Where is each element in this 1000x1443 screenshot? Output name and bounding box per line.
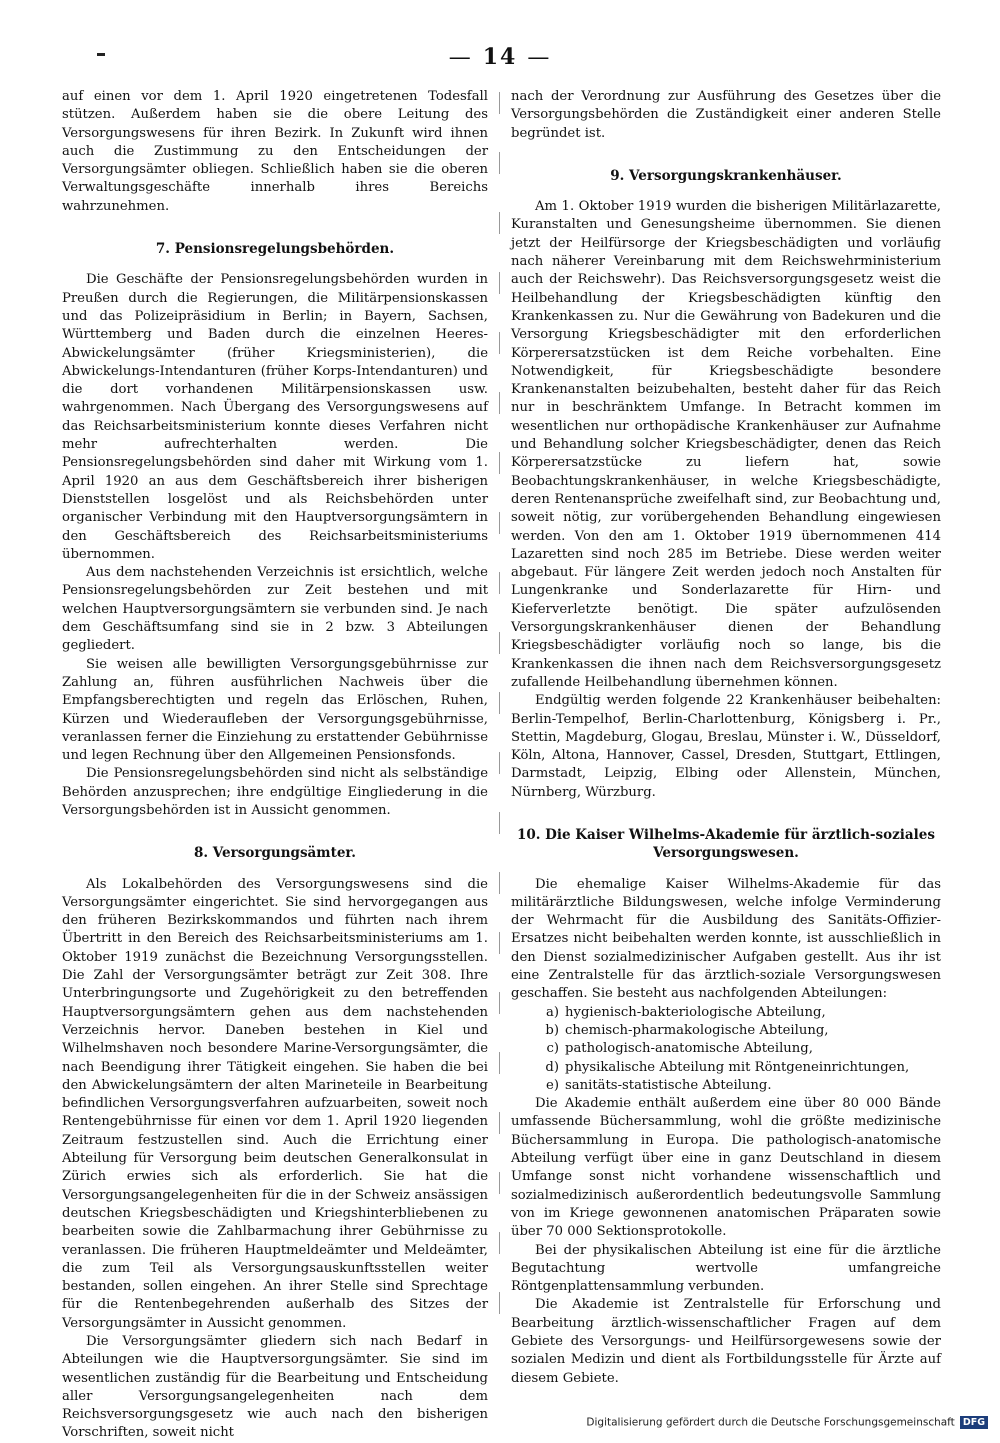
list-marker: b) [545,1022,559,1038]
list-item-text: pathologisch-anatomische Abteilung, [565,1041,813,1057]
section-7-paragraph: Die Geschäfte der Pensionsregelungsbehörden wurden in Preußen durch die Regierungen, die Militärpensionskassen und das Polizeipräsidium in Berlin; in Bayern, Sachsen, Württemberg und Baden durch die einzelnen Heeres-Abwickelungsämter (früher Kriegsministerien), die Abwickelungs-Intendanturen (früher Korps-Intendanturen) und die dort vorhandenen Militärpensionskassen usw. wahrgenommen. Nach Übergang des Versorgungswesens auf das Reichsarbeitsministerium konnte dieses Verfahren nicht mehr aufrechterhalten werden. Die Pensionsregelungsbehörden sind daher mit Wirkung vom 1. April 1920 an aus dem Geschäftsbereich ihrer bisherigen Dienststellen losgelöst und als Reichsbehörden unter organischer Verbindung mit den Hauptversorgungsämtern in den Geschäftsbereich des Reichsarbeitsministeriums übernommen. [62,272,488,562]
section-10-paragraph: Bei der physikalischen Abteilung ist eine für die ärztliche Begutachtung wertvolle umfangreiche Röntgenplattensammlung verbunden. [511,1242,941,1295]
list-item-text: physikalische Abteilung mit Röntgeneinrichtungen, [565,1059,910,1075]
list-item-text: chemisch-pharmakologische Abteilung, [565,1022,829,1038]
section-8-paragraph: Die Versorgungsämter gliedern sich nach Bedarf in Abteilungen wie die Hauptversorgungsämter. Sie sind im wesentlichen zuständig für die Bearbeitung und Entscheidung aller Versorgungsangelegenheiten nach dem Reichsversorgungsgesetz wie auch nach den bisherigen Vorschriften, soweit nicht [62,1334,488,1441]
section-10-heading [511,826,941,863]
section-10-heading-line1: 10. Die Kaiser Wilhelms-Akademie für ärztlich-soziales [517,826,935,843]
section-9-heading: 9. Versorgungskrankenhäuser. [610,167,842,184]
left-intro-paragraph: auf einen vor dem 1. April 1920 eingetretenen Todesfall stützen. Außerdem haben sie die obere Leitung des Versorgungswesens für ihren Bezirk. In Zukunft wird ihnen auch die Zustimmung zu den Entscheidungen der Versorgungsämter obliegen. Schließlich haben sie die oberen Verwaltungsgeschäfte innerhalb ihres Bereichs wahrzunehmen. [62,89,488,214]
section-8-heading: 8. Versorgungsämter. [194,845,356,862]
page-number: — 14 — [448,44,552,70]
section-7-paragraph: Die Pensionsregelungsbehörden sind nicht als selbständige Behörden anzusprechen; ihre endgültige Eingliederung in die Versorgungsbehörden ist in Aussicht genommen. [62,766,488,818]
digitization-credit [586,1416,988,1429]
left-column [62,88,488,1443]
list-item [511,1004,941,1022]
list-marker: a) [545,1004,559,1020]
section-8-paragraph: Als Lokalbehörden des Versorgungswesens sind die Versorgungsämter eingerichtet. Sie sind hervorgegangen aus den früheren Bezirkskommandos und führten nach ihrem Übertritt in den Bereich des Reichsarbeitsministeriums am 1. Oktober 1919 zunächst die Bezeichnung Versorgungsstellen. Die Zahl der Versorgungsämter beträgt zur Zeit 308. Ihre Unterbringungsorte und Zugehörigkeit zu den betreffenden Hauptversorgungsämtern gehen aus dem nachstehenden Verzeichnis hervor. Daneben bestehen in Kiel und Wilhelmshaven noch besondere Marine-Versorgungsämter, die nach Beendigung ihrer Tätigkeit eingehen. Sie haben die bei den Abwickelungsämtern der alten Marineteile in Bearbeitung befindlichen Versorgungsverfahren aufzuarbeiten, soweit noch Rentengebührnisse für einen vor dem 1. April 1920 liegenden Zeitraum festzustellen sind. Auch die Errichtung einer Abteilung für Versorgung beim deutschen Generalkonsulat in Zürich erwies sich als erforderlich. Sie hat die Versorgungsangelegenheiten für die in der Schweiz ansässigen deutschen Kriegsbeschädigten und Kriegshinterbliebenen zu bearbeiten sowie die Zahlbarmachung ihrer Gebührnisse zu veranlassen. Die früheren Hauptmeldeämter und Meldeämter, die zum Teil als Versorgungsauskunftsstellen weiter bestanden, sollen eingehen. An ihrer Stelle sind Sprechtage für die Rentenbegehrenden außerhalb des Sitzes der Versorgungsämter in Aussicht genommen. [62,876,488,1331]
department-list [511,1004,941,1095]
right-column [511,88,941,1388]
list-item-text: hygienisch-bakteriologische Abteilung, [565,1004,826,1020]
dfg-logo: DFG [960,1416,988,1429]
section-10-heading-line2: Versorgungswesen. [653,845,799,862]
section-10-paragraph: Die ehemalige Kaiser Wilhelms-Akademie für das militärärztliche Bildungswesen, welche infolge Verminderung der Wehrmacht für die Ausbildung des Sanitäts-Offizier-Ersatzes nicht beibehalten werden konnte, ist ausschließlich in den Dienst sozialmedizinischer Aufgaben gestellt. Aus ihr ist eine Zentralstelle für das ärztlich-soziale Versorgungswesen geschaffen. Sie besteht aus nachfolgenden Abteilungen: [511,876,941,1002]
section-10-paragraph: Die Akademie enthält außerdem eine über 80 000 Bände umfassende Büchersammlung, wohl die größte medizinische Büchersammlung in Europa. Die pathologisch-anatomische Abteilung verfügt über eine in ganz Deutschland in diesem Umfange sonst nicht vorhandene wissenschaftlich und sozialmedizinisch außerordentlich bedeutungsvolle Sammlung von im Kriege gewonnenen anatomischen Präparaten sowie über 70 000 Sektionsprotokolle. [511,1096,941,1240]
section-9-paragraph: Am 1. Oktober 1919 wurden die bisherigen Militärlazarette, Kuranstalten und Genesungsheime übernommen. Sie dienen jetzt der Heilfürsorge der Kriegsbeschädigten und vorläufig nach näherer Vereinbarung mit dem Reichswehrministerium auch der Reichswehr). Das Reichsversorgungsgesetz weist die Heilbehandlung der Kriegsbeschädigten künftig den Krankenkassen zu. Nur die Gewährung von Badekuren und die Versorgung Kriegsbeschädigter mit den erforderlichen Körperersatzstücken ist dem Reiche vorbehalten. Eine Notwendigkeit, für Kriegsbeschädigte besondere Krankenanstalten beizubehalten, besteht daher für das Reich nur in beschränktem Umfange. In Betracht kommen im wesentlichen nur orthopädische Krankenhäuser zur Aufnahme und Behandlung solcher Kriegsbeschädigter, denen das Reich Körperersatzstücke zu liefern hat, sowie Beobachtungskrankenhäuser, in welche Kriegsbeschädigte, deren Rentenansprüche zweifelhaft sind, zur Beobachtung und, soweit nötig, zur vorübergehenden Behandlung eingewiesen werden. Von den am 1. Oktober 1919 übernommenen 414 Lazaretten sind noch 285 im Betriebe. Diese werden weiter abgebaut. Für längere Zeit werden jedoch noch Anstalten für Lungenkranke und Sonderlazarette für Hirn- und Kieferverletzte benötigt. Die später aufzulösenden Versorgungskrankenhäuser dienen der Behandlung Kriegsbeschädigter vorläufig noch so lange, bis die Krankenkassen die ihnen nach dem Reichsversorgungsgesetz zufallende Heilbehandlung übernehmen können. [511,199,941,690]
digitization-credit-text: Digitalisierung gefördert durch die Deutsche Forschungsgemeinschaft [586,1416,955,1429]
list-item [511,1040,941,1058]
list-item-text: sanitäts-statistische Abteilung. [565,1077,772,1093]
list-item [511,1022,941,1040]
list-marker: c) [546,1041,559,1057]
page-number-value: 14 [482,44,518,70]
column-divider [499,92,500,1347]
section-10-paragraph: Die Akademie ist Zentralstelle für Erforschung und Bearbeitung ärztlich-wissenschaftlicher Fragen auf dem Gebiete des Versorgungs- und Heilfürsorgewesens sowie der sozialen Medizin und dient als Fortbildungsstelle für Ärzte auf diesem Gebiete. [511,1297,941,1386]
section-7-paragraph: Aus dem nachstehenden Verzeichnis ist ersichtlich, welche Pensionsregelungsbehörden zur Zeit bestehen und mit welchen Hauptversorgungsämtern sie verbunden sind. Je nach dem Geschäftsumfang sind sie in 2 bzw. 3 Abteilungen gegliedert. [62,565,488,654]
list-marker: d) [545,1059,559,1075]
section-7-paragraph: Sie weisen alle bewilligten Versorgungsgebührnisse zur Zahlung an, führen ausführlichen Nachweis über die Empfangsberechtigten und regeln das Erlöschen, Ruhen, Kürzen und Wiederaufleben der Versorgungsgebührnisse, veranlassen ferner die Einziehung zu erstattender Gebührnisse und legen Rechnung über den Allgemeinen Pensionsfonds. [62,656,488,764]
section-7-heading: 7. Pensionsregelungsbehörden. [155,241,395,258]
list-marker: e) [546,1077,559,1093]
section-9-paragraph: Endgültig werden folgende 22 Krankenhäuser beibehalten: Berlin-Tempelhof, Berlin-Charlottenburg, Königsberg i. Pr., Stettin, Magdeburg, Glogau, Breslau, Münster i. W., Düsseldorf, Köln, Altona, Hannover, Cassel, Dresden, Stuttgart, Ettlingen, Darmstadt, Leipzig, Elbing oder Allenstein, München, Nürnberg, Würzburg. [511,693,941,800]
list-item [511,1077,941,1095]
list-item [511,1059,941,1077]
right-intro-paragraph: nach der Verordnung zur Ausführung des Gesetzes über die Versorgungsbehörden die Zuständigkeit einer anderen Stelle begründet ist. [511,89,941,141]
